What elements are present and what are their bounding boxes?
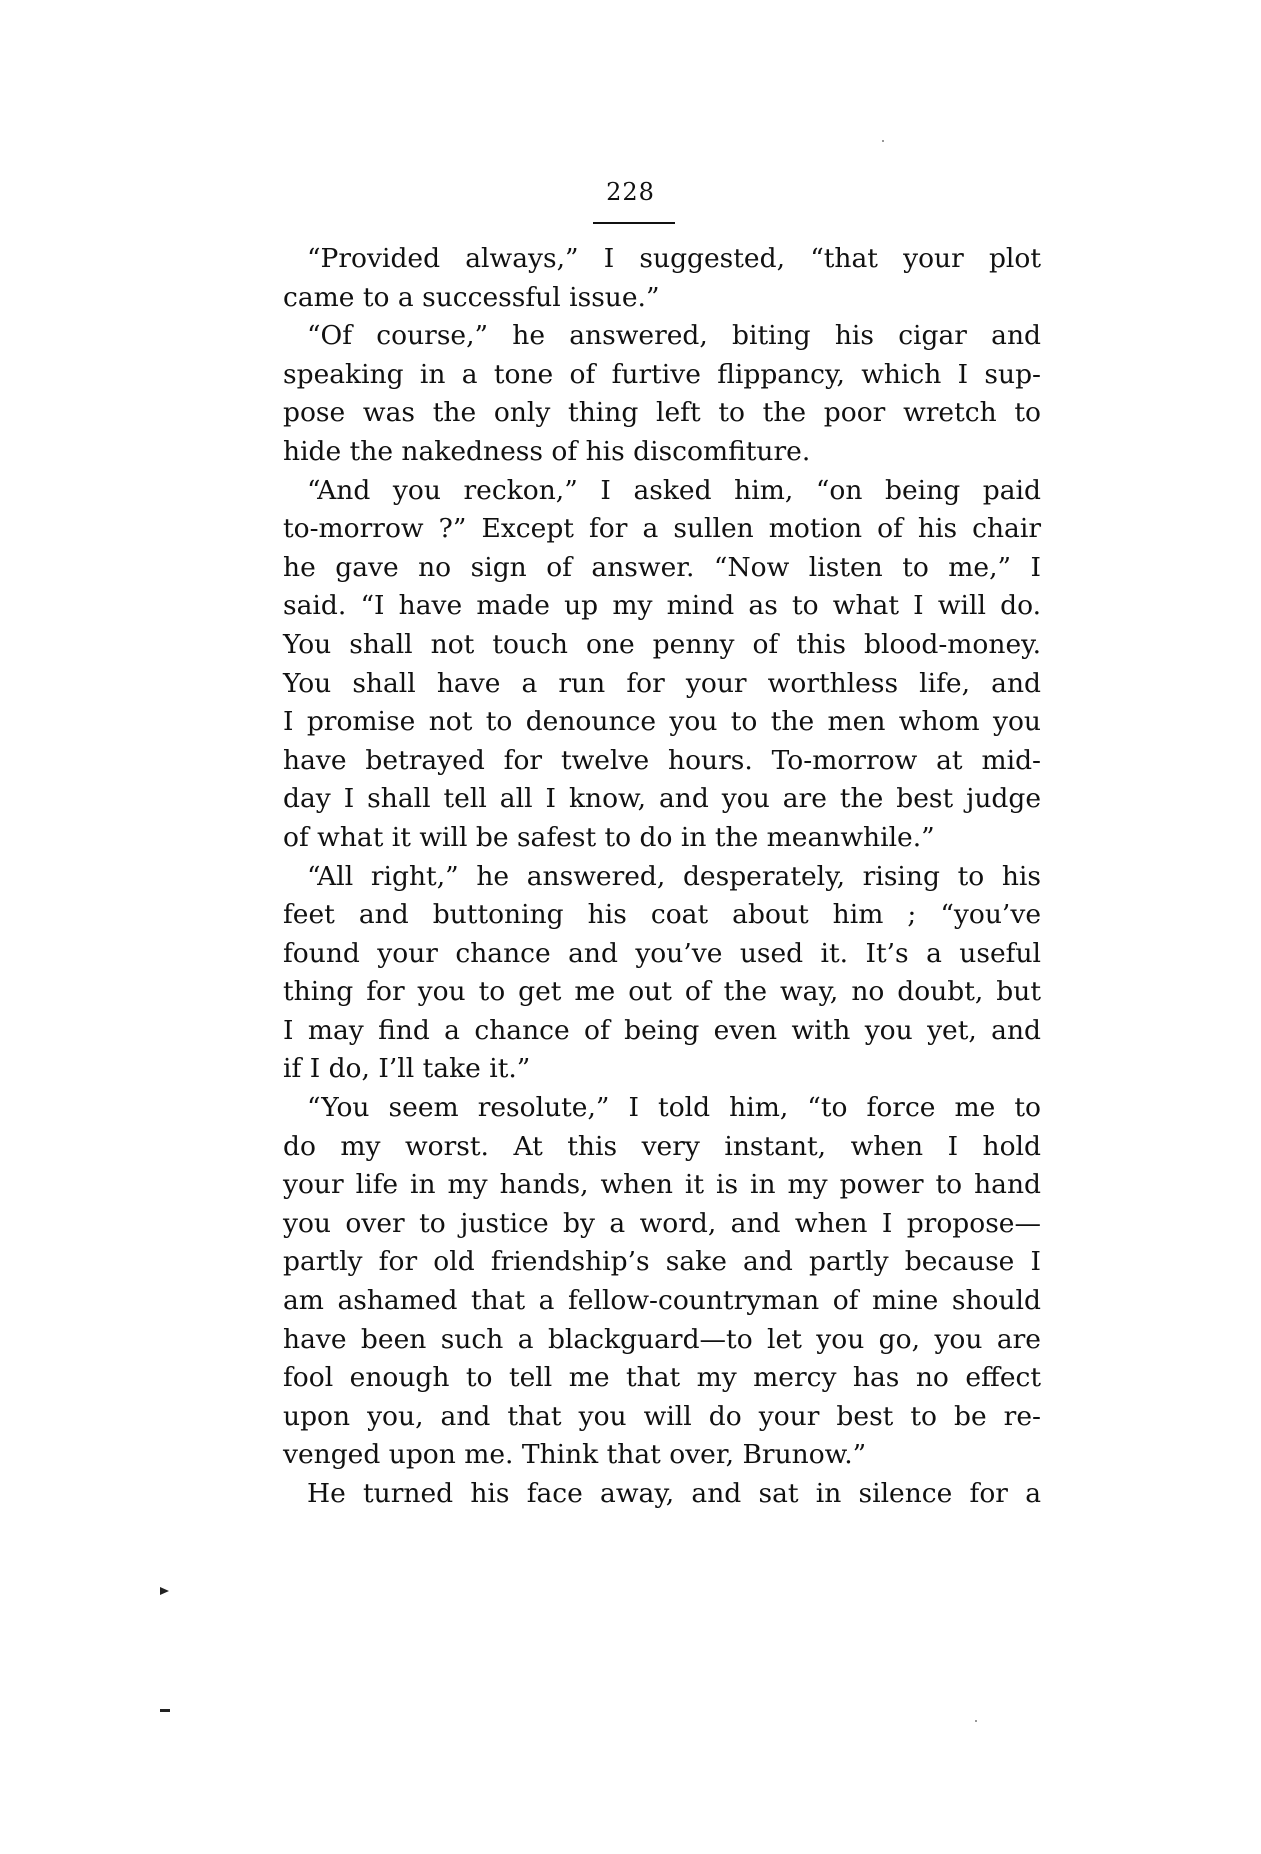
- text-line: said. “I have made up my mind as to what I will do.: [283, 590, 1041, 622]
- text-line: he gave no sign of answer. “Now listen to me,” I: [283, 551, 1041, 583]
- text-line: hide the nakedness of his discomfiture.: [283, 435, 811, 467]
- text-line: upon you, and that you will do your best to be re-: [283, 1400, 1041, 1432]
- text-line: am ashamed that a fellow-countryman of mine should: [283, 1285, 1041, 1317]
- text-line: pose was the only thing left to the poor wretch to: [283, 397, 1041, 429]
- text-line: speaking in a tone of furtive flippancy, which I sup-: [283, 358, 1041, 390]
- text-line: “Of course,” he answered, biting his cigar and: [307, 320, 1041, 352]
- text-line: have been such a blackguard—to let you go, you are: [283, 1323, 1041, 1355]
- text-line: fool enough to tell me that my mercy has no effect: [283, 1362, 1041, 1394]
- text-line: “Provided always,” I suggested, “that your plot: [307, 243, 1041, 274]
- text-line: I promise not to denounce you to the men whom you: [283, 706, 1041, 738]
- page-number: 228: [606, 178, 655, 206]
- text-line: You shall not touch one penny of this blood-money.: [283, 628, 1041, 660]
- text-line: if I do, I’ll take it.”: [283, 1053, 531, 1085]
- paper-speck: [882, 140, 884, 142]
- text-line: your life in my hands, when it is in my power to hand: [283, 1169, 1041, 1201]
- text-line: do my worst. At this very instant, when I hold: [283, 1130, 1041, 1162]
- text-line: He turned his face away, and sat in silence for a: [307, 1478, 1041, 1509]
- text-line: “You seem resolute,” I told him, “to force me to: [307, 1092, 1041, 1124]
- margin-triangle-mark: [160, 1587, 169, 1595]
- text-line: found your chance and you’ve used it. It’s a useful: [283, 937, 1041, 969]
- text-line: came to a successful issue.”: [283, 281, 660, 313]
- text-line: you over to justice by a word, and when I propose—: [283, 1207, 1041, 1239]
- text-line: partly for old friendship’s sake and partly because I: [283, 1246, 1041, 1278]
- text-line: I may find a chance of being even with you yet, and: [283, 1014, 1041, 1046]
- margin-dash-mark: [160, 1709, 170, 1712]
- text-line: venged upon me. Think that over, Brunow.”: [283, 1439, 867, 1471]
- text-line: to-morrow ?” Except for a sullen motion of his chair: [283, 513, 1041, 545]
- text-line: day I shall tell all I know, and you are the best judge: [283, 783, 1041, 815]
- text-line: thing for you to get me out of the way, no doubt, but: [283, 976, 1041, 1008]
- text-line: of what it will be safest to do in the meanwhile.”: [283, 821, 935, 853]
- paper-speck: [975, 1720, 977, 1722]
- text-line: have betrayed for twelve hours. To-morrow at mid-: [283, 744, 1041, 776]
- text-line: feet and buttoning his coat about him ; “you’ve: [283, 899, 1041, 931]
- page-number-rule: [593, 222, 675, 224]
- text-line: You shall have a run for your worthless life, and: [283, 667, 1041, 699]
- text-line: “All right,” he answered, desperately, rising to his: [307, 860, 1041, 892]
- text-line: “And you reckon,” I asked him, “on being paid: [307, 474, 1041, 506]
- body-text: [283, 240, 1041, 1514]
